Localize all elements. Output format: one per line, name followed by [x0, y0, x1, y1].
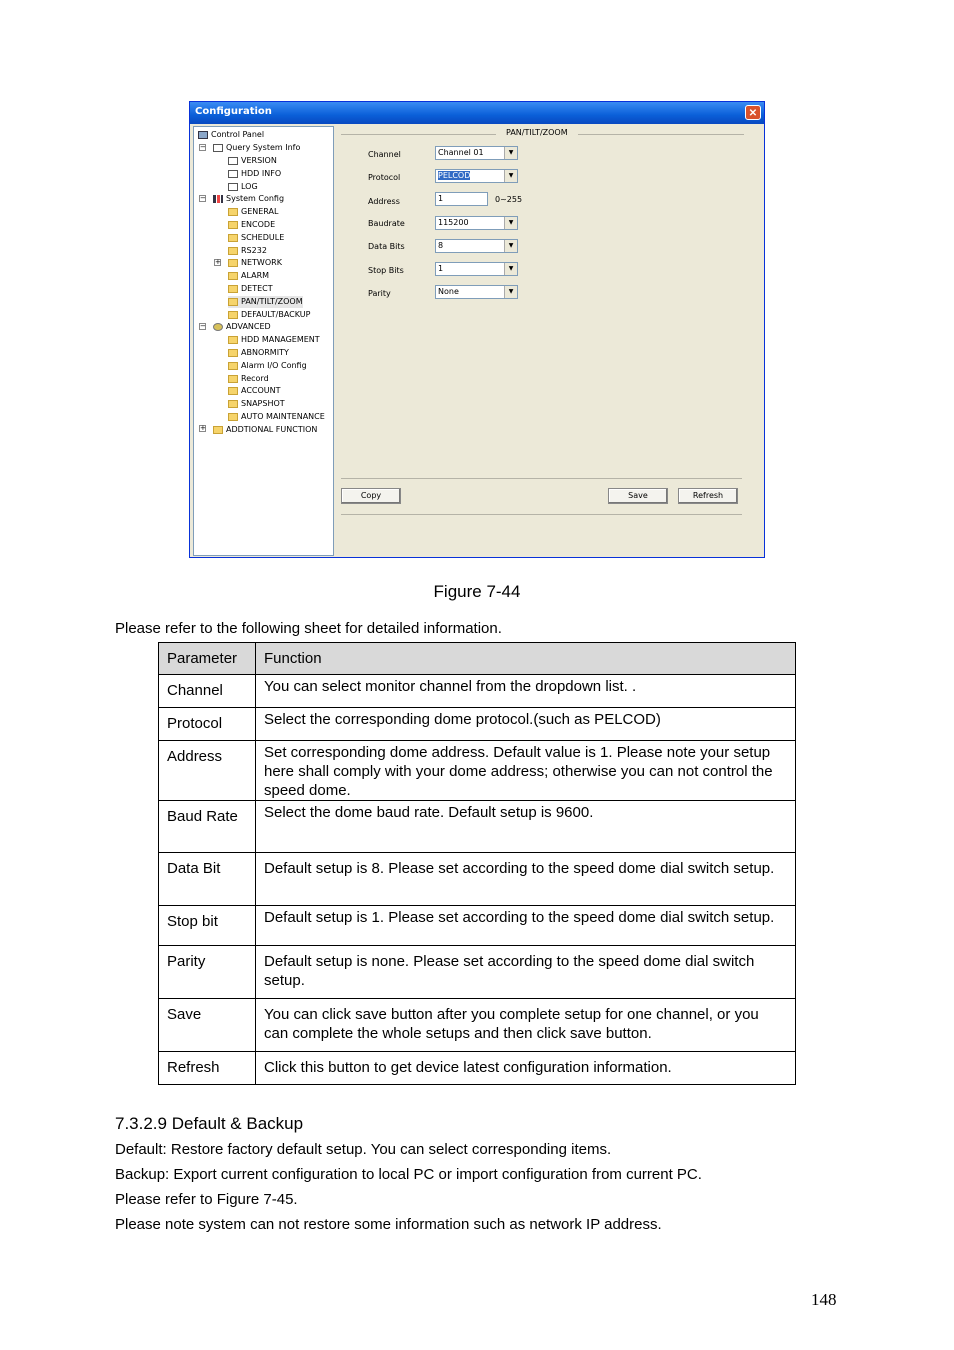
- tree-item-advanced[interactable]: ADVANCED: [213, 321, 271, 333]
- table-row: [159, 708, 796, 741]
- close-button[interactable]: [745, 105, 761, 120]
- folder-icon: [228, 311, 238, 319]
- collapse-icon[interactable]: −: [200, 143, 206, 151]
- folder-icon: [228, 349, 238, 357]
- address-label: Address: [368, 197, 400, 206]
- chevron-down-icon[interactable]: ▼: [504, 217, 517, 229]
- column-header: Parameter: [159, 643, 256, 675]
- table-row: [159, 946, 796, 999]
- folder-open-icon: [228, 298, 238, 306]
- function-cell: Default setup is 1. Please set according to the speed dome dial switch setup.: [256, 906, 796, 946]
- folder-icon: [228, 285, 238, 293]
- divider: [341, 478, 742, 479]
- tree-item-version[interactable]: VERSION: [228, 155, 277, 167]
- tree-item-encode[interactable]: ENCODE: [228, 219, 275, 231]
- tree-item-alarm-io-config[interactable]: Alarm I/O Config: [228, 360, 307, 372]
- tree-item-log[interactable]: LOG: [228, 181, 258, 193]
- tree-item-pan-tilt-zoom[interactable]: PAN/TILT/ZOOM: [228, 296, 303, 308]
- table-row: [159, 741, 796, 801]
- table-row: [159, 906, 796, 946]
- tree-item-alarm[interactable]: ALARM: [228, 270, 269, 282]
- function-cell: Select the corresponding dome protocol.(such as PELCOD): [256, 708, 796, 741]
- folder-icon: [228, 400, 238, 408]
- table-row: [159, 675, 796, 708]
- chevron-down-icon[interactable]: ▼: [504, 170, 517, 182]
- databits-select[interactable]: 8 ▼: [435, 239, 518, 253]
- tree-item-rs232[interactable]: RS232: [228, 245, 267, 257]
- param-cell: Protocol: [159, 708, 256, 741]
- param-cell: Data Bit: [159, 853, 256, 906]
- column-header: Function: [256, 643, 796, 675]
- config-tree[interactable]: [193, 126, 334, 556]
- save-button[interactable]: Save: [608, 488, 668, 504]
- collapse-icon[interactable]: −: [200, 194, 206, 202]
- intro-text: Please refer to the following sheet for detailed information.: [115, 620, 502, 637]
- tree-item-account[interactable]: ACCOUNT: [228, 385, 281, 397]
- collapse-icon[interactable]: −: [200, 322, 206, 330]
- folder-icon: [228, 336, 238, 344]
- close-icon: ✕: [748, 108, 758, 119]
- gear-icon: [213, 323, 223, 331]
- ptz-settings-panel: [336, 126, 762, 556]
- protocol-select[interactable]: PELCOD ▼: [435, 169, 518, 183]
- folder-icon: [228, 362, 238, 370]
- folder-icon: [228, 272, 238, 280]
- tree-item-control-panel[interactable]: Control Panel: [198, 129, 264, 141]
- table-row: [159, 999, 796, 1052]
- tree-item-auto-maintenance[interactable]: AUTO MAINTENANCE: [228, 411, 325, 423]
- param-cell: Refresh: [159, 1052, 256, 1085]
- chevron-down-icon[interactable]: ▼: [504, 263, 517, 275]
- paragraph: Please note system can not restore some information such as network IP address.: [115, 1216, 662, 1233]
- tree-item-schedule[interactable]: SCHEDULE: [228, 232, 284, 244]
- function-cell: Default setup is none. Please set according to the speed dome dial switch setup.: [256, 946, 796, 999]
- group-title: PAN/TILT/ZOOM: [496, 128, 578, 137]
- param-cell: Parity: [159, 946, 256, 999]
- refresh-button[interactable]: Refresh: [678, 488, 738, 504]
- folder-icon: [228, 247, 238, 255]
- expand-icon[interactable]: +: [200, 424, 206, 432]
- bars-icon: [213, 195, 223, 203]
- figure-caption: Figure 7-44: [433, 582, 521, 601]
- folder-icon: [228, 387, 238, 395]
- pc-icon: [198, 131, 208, 139]
- stopbits-label: Stop Bits: [368, 266, 404, 275]
- folder-icon: [228, 413, 238, 421]
- tree-item-detect[interactable]: DETECT: [228, 283, 273, 295]
- channel-select[interactable]: Channel 01 ▼: [435, 146, 518, 160]
- doc-icon: [228, 170, 238, 178]
- channel-label: Channel: [368, 150, 401, 159]
- param-cell: Stop bit: [159, 906, 256, 946]
- title-bar[interactable]: [190, 102, 764, 124]
- tree-item-additional-function[interactable]: ADDTIONAL FUNCTION: [213, 424, 317, 436]
- table-header-row: [159, 643, 796, 675]
- baudrate-select[interactable]: 115200 ▼: [435, 216, 518, 230]
- function-cell: Default setup is 8. Please set according to the speed dome dial switch setup.: [256, 853, 796, 906]
- folder-icon: [228, 221, 238, 229]
- address-input[interactable]: 1: [435, 192, 488, 206]
- table-row: [159, 853, 796, 906]
- paragraph: Default: Restore factory default setup. You can select corresponding items.: [115, 1141, 612, 1158]
- chevron-down-icon[interactable]: ▼: [504, 240, 517, 252]
- tree-item-query-system-info[interactable]: Query System Info: [213, 142, 300, 154]
- parity-label: Parity: [368, 289, 391, 298]
- baudrate-label: Baudrate: [368, 219, 405, 228]
- param-cell: Save: [159, 999, 256, 1052]
- section-heading: 7.3.2.9 Default & Backup: [115, 1114, 304, 1133]
- window-title: Configuration: [195, 106, 272, 117]
- parameter-table: [158, 642, 796, 1085]
- chevron-down-icon[interactable]: ▼: [504, 147, 517, 159]
- stopbits-select[interactable]: 1 ▼: [435, 262, 518, 276]
- function-cell: You can click save button after you complete setup for one channel, or you can complete the whole setups and then click save button.: [256, 999, 796, 1052]
- doc-icon: [228, 183, 238, 191]
- address-range: 0~255: [495, 195, 523, 204]
- tree-item-snapshot[interactable]: SNAPSHOT: [228, 398, 285, 410]
- tree-item-default-backup[interactable]: DEFAULT/BACKUP: [228, 309, 310, 321]
- function-cell: Set corresponding dome address. Default value is 1. Please note your setup here shall comply with your dome address; otherwise you can not control the speed dome.: [256, 741, 796, 801]
- table-row: [159, 1052, 796, 1085]
- parity-select[interactable]: None ▼: [435, 285, 518, 299]
- tree-item-hdd-info[interactable]: HDD INFO: [228, 168, 281, 180]
- param-cell: Address: [159, 741, 256, 801]
- tree-item-system-config[interactable]: System Config: [213, 193, 284, 205]
- divider: [341, 514, 742, 515]
- expand-icon[interactable]: +: [215, 258, 221, 266]
- protocol-label: Protocol: [368, 173, 401, 182]
- configuration-window: [189, 101, 765, 558]
- table-row: [159, 801, 796, 853]
- tree-item-network[interactable]: NETWORK: [228, 257, 282, 269]
- folder-icon: [228, 259, 238, 267]
- tree-item-general[interactable]: GENERAL: [228, 206, 278, 218]
- folder-icon: [228, 208, 238, 216]
- paragraph: Please refer to Figure 7-45.: [115, 1191, 298, 1208]
- function-cell: Click this button to get device latest configuration information.: [256, 1052, 796, 1085]
- chevron-down-icon[interactable]: ▼: [504, 286, 517, 298]
- doc-icon: [228, 157, 238, 165]
- tree-item-record[interactable]: Record: [228, 373, 269, 385]
- folder-icon: [228, 234, 238, 242]
- tree-item-abnormity[interactable]: ABNORMITY: [228, 347, 289, 359]
- databits-label: Data Bits: [368, 242, 405, 251]
- param-cell: Channel: [159, 675, 256, 708]
- page-number: 148: [811, 1290, 837, 1309]
- tree-item-hdd-management[interactable]: HDD MANAGEMENT: [228, 334, 320, 346]
- function-cell: Select the dome baud rate. Default setup is 9600.: [256, 801, 796, 853]
- folder-icon: [213, 426, 223, 434]
- paragraph: Backup: Export current configuration to local PC or import configuration from current PC.: [115, 1166, 702, 1183]
- doc-icon: [213, 144, 223, 152]
- param-cell: Baud Rate: [159, 801, 256, 853]
- function-cell: You can select monitor channel from the dropdown list. .: [256, 675, 796, 708]
- folder-icon: [228, 375, 238, 383]
- copy-button[interactable]: Copy: [341, 488, 401, 504]
